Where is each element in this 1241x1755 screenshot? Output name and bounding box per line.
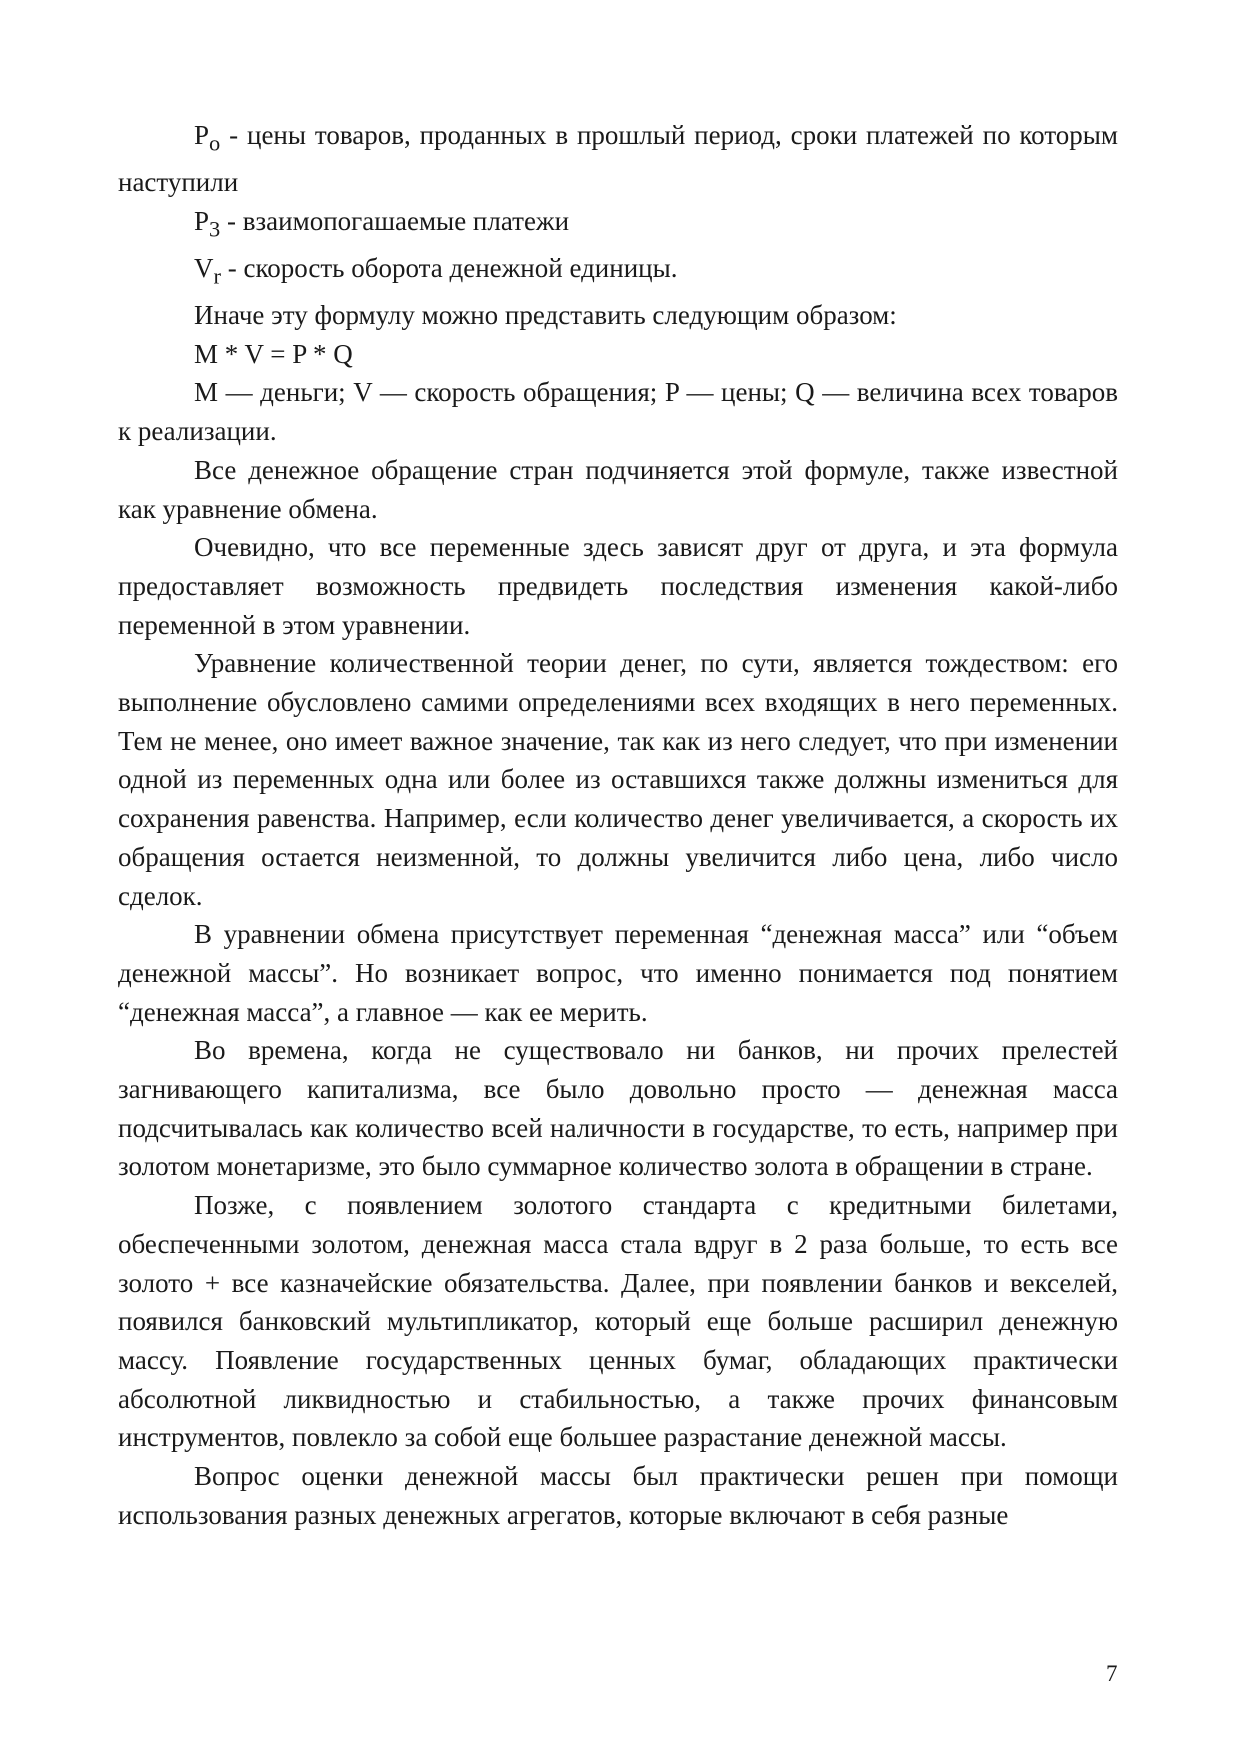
paragraph: Все денежное обращение стран подчиняется этой формуле, также известной как уравнение обмена.: [118, 454, 1118, 524]
symbol-v: V: [194, 252, 214, 283]
formula: M * V = P * Q: [194, 338, 353, 369]
definition-text: - взаимопогашаемые платежи: [220, 205, 570, 236]
paragraph: Вопрос оценки денежной массы был практически решен при помощи использования разных денежных агрегатов, которые включают в себя разные: [118, 1461, 1118, 1530]
subscript-r: r: [213, 263, 221, 289]
definition-p-3: [118, 202, 1118, 249]
formula-intro: Иначе эту формулу можно представить следующим образом:: [194, 299, 897, 330]
definition-text: - скорость оборота денежной единицы.: [221, 252, 678, 283]
paragraph: Уравнение количественной теории денег, по сути, является тождеством: его выполнение обусловлено самими определениями всех входящих в него переменных. Тем не менее, оно имеет важное значение, так как из него следует, что при изменении одной из переменных одна или более из оставшихся также должны измениться для сохранения равенства. Например, если количество денег увеличивается, а скорость их обращения остается неизменной, то должны увеличится либо цена, либо число сделок.: [118, 648, 1118, 911]
paragraph: Очевидно, что все переменные здесь зависят друг от друга, и эта формула предоставляет возможность предвидеть последствия изменения какой-либо переменной в этом уравнении.: [118, 532, 1118, 640]
symbol-p: P: [194, 120, 210, 150]
definition-text: - цены товаров, проданных в прошлый период, сроки платежей по которым наступили: [118, 120, 1118, 198]
subscript-o: o: [209, 130, 221, 156]
paragraph: Позже, с появлением золотого стандарта с кредитными билетами, обеспеченными золотом, денежная масса стала вдруг в 2 раза больше, то есть все золото + все казначейские обязательства. Далее, при появлении банков и векселей, появился банковский мультипликатор, который еще больше расширил денежную массу. Появление государственных ценных бумаг, обладающих практически абсолютной ликвидностью и стабильностью, а также прочих финансовым инструментов, повлекло за собой еще большее разрастание денежной массы.: [118, 1190, 1118, 1453]
symbol-p: P: [194, 205, 210, 236]
page-number: 7: [1106, 1661, 1118, 1686]
formula-legend: M — деньги; V — скорость обращения; P — цены; Q — величина всех товаров к реализации.: [118, 377, 1118, 447]
document-body: [118, 116, 1118, 1534]
paragraph: В уравнении обмена присутствует переменная “денежная масса” или “объем денежной массы”. Но возникает вопрос, что именно понимается под понятием “денежная масса”, а главное — как ее мерить.: [118, 919, 1118, 1027]
subscript-3: 3: [209, 216, 221, 242]
definition-v-r: [118, 249, 1118, 296]
paragraph: Во времена, когда не существовало ни банков, ни прочих прелестей загнивающего капитализма, все было довольно просто — денежная масса подсчитывалась как количество всей наличности в государстве, то есть, например при золотом монетаризме, это было суммарное количество золота в обращении в стране.: [118, 1035, 1118, 1182]
definition-p-o: [118, 116, 1118, 202]
